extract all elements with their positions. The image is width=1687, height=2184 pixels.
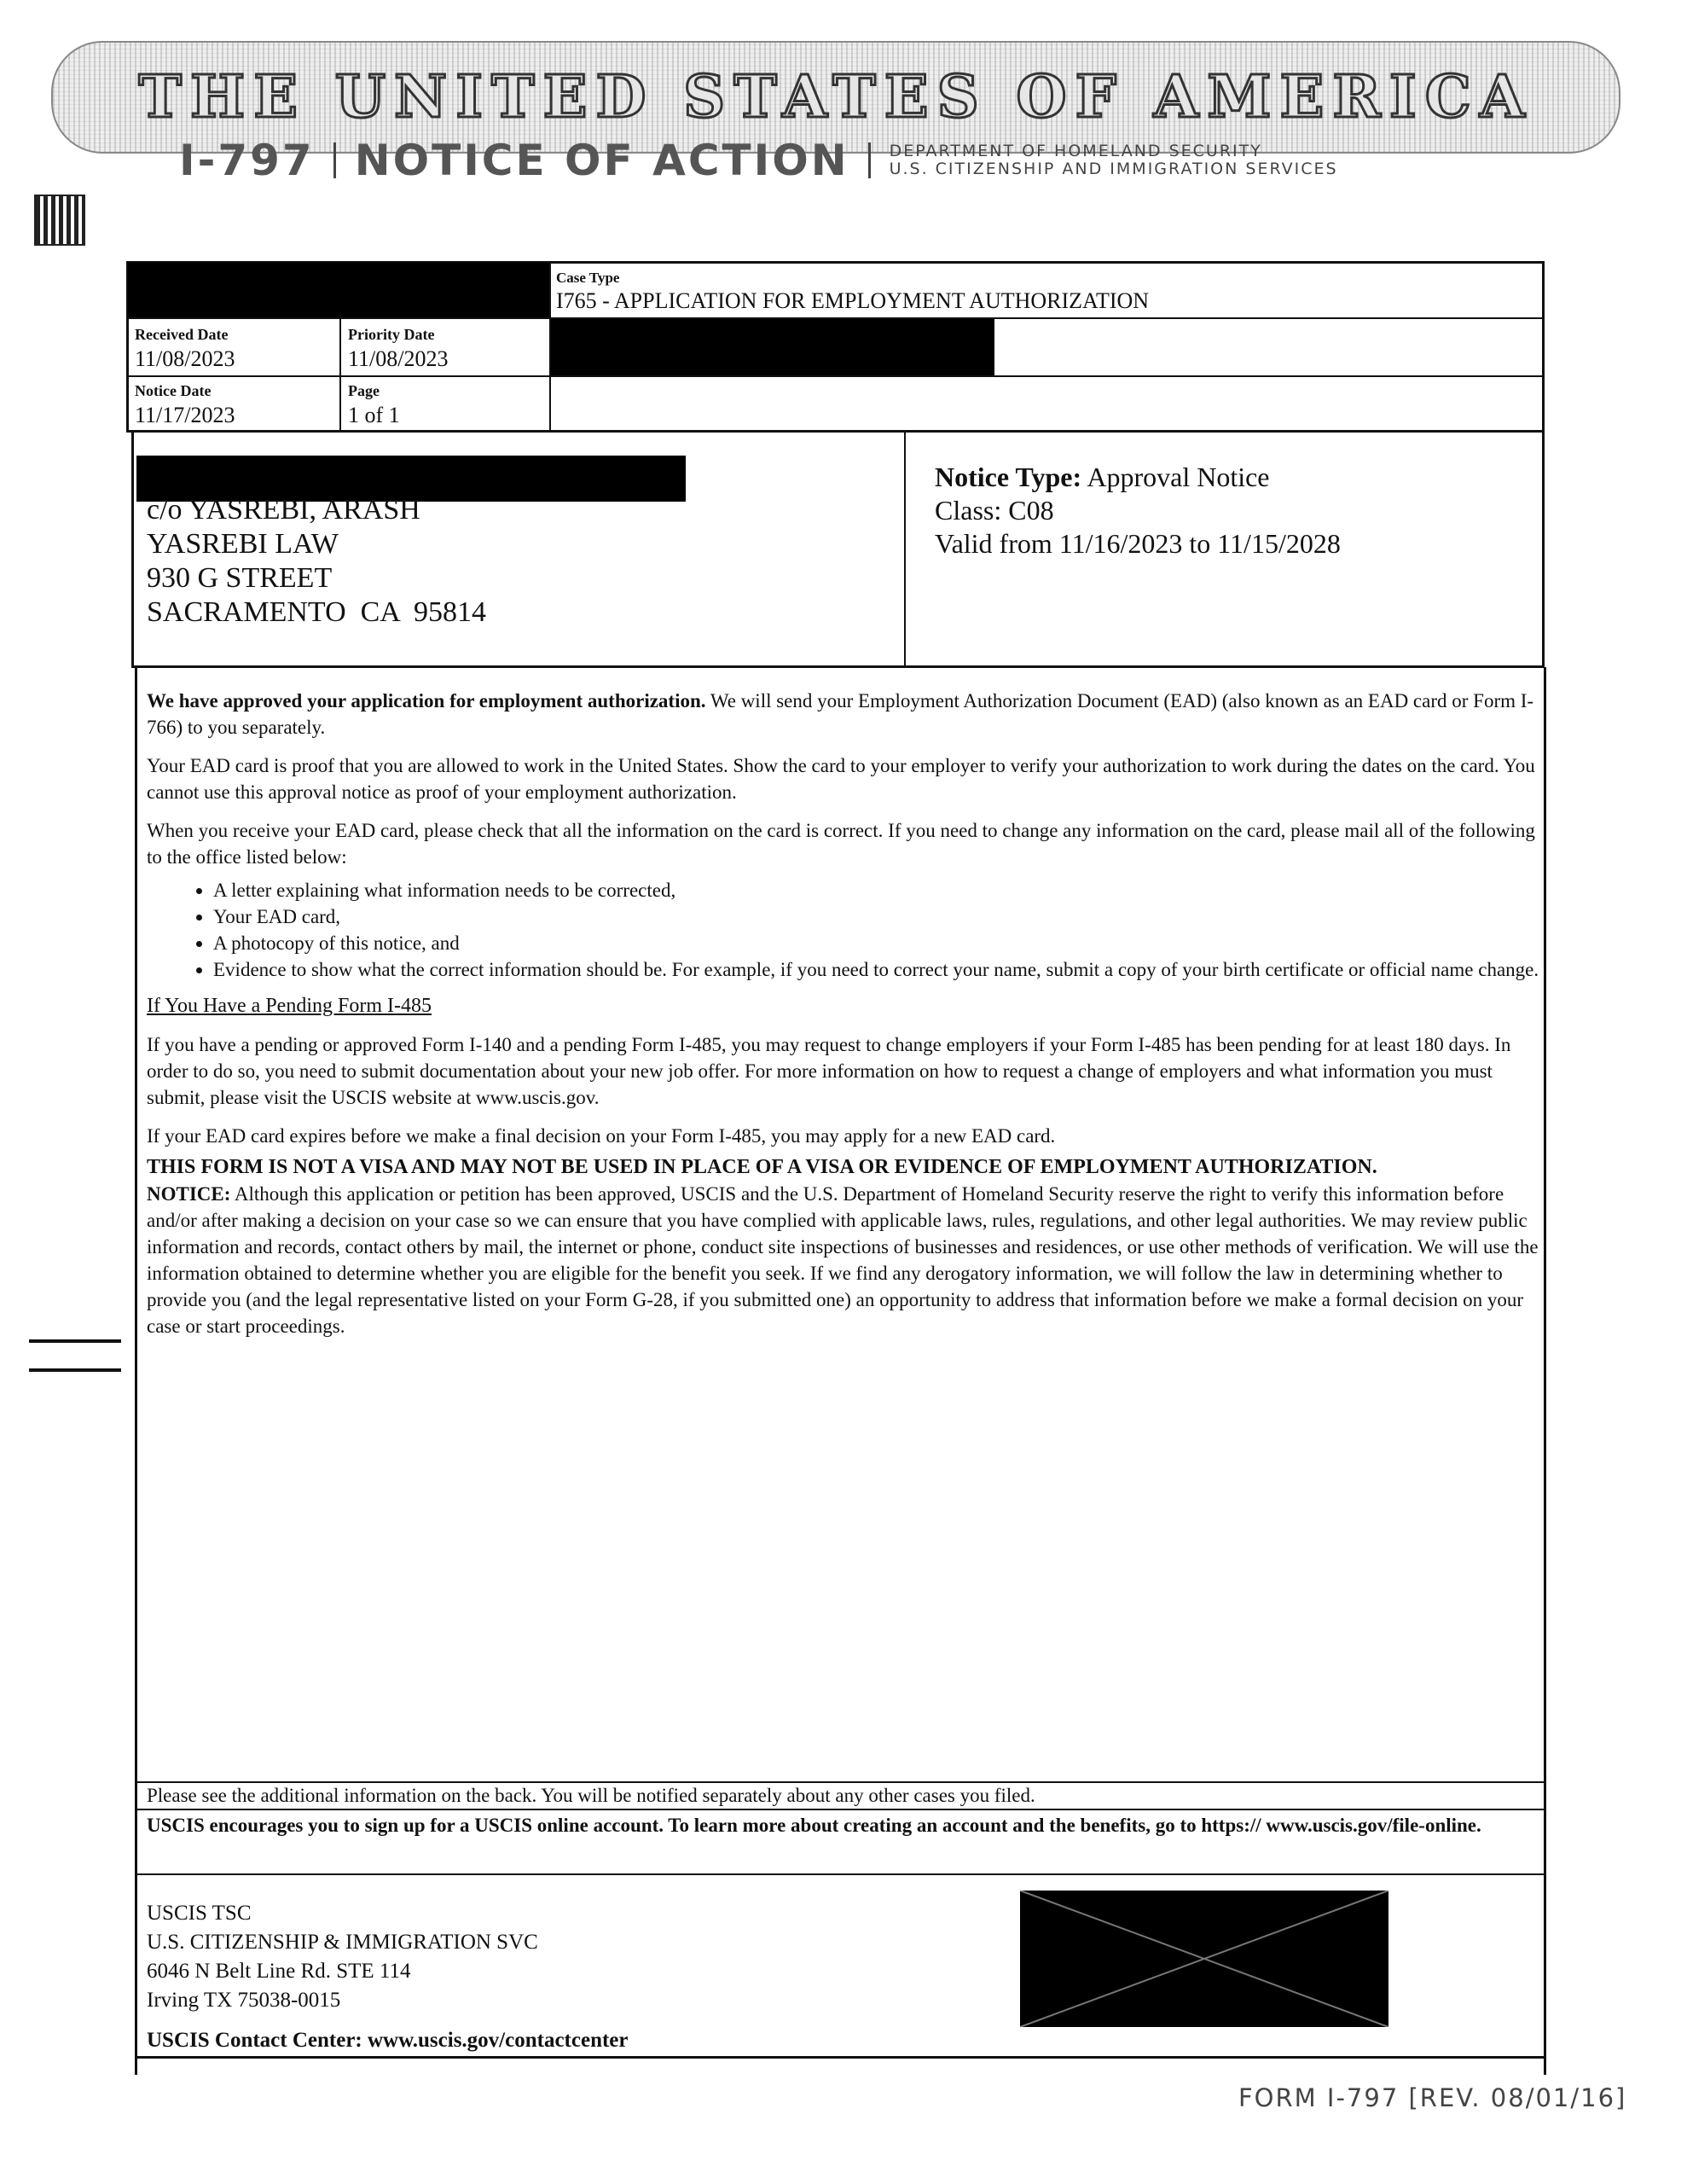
address-line: SACRAMENTO CA 95814 [147, 596, 486, 628]
address-line: YASREBI LAW [147, 528, 339, 560]
contact-center: USCIS Contact Center: www.uscis.gov/contactcenter [147, 2029, 629, 2052]
back-page-note: Please see the additional information on the back. You will be notified separately about any other cases you filed. [147, 1785, 1035, 1806]
notice-info [935, 461, 1341, 561]
form-name: NOTICE OF ACTION [354, 136, 849, 185]
banner-title: THE UNITED STATES OF AMERICA [138, 63, 1533, 131]
ead-proof-paragraph: Your EAD card is proof that you are allowed to work in the United States. Show the card to your employer to verify your authorization to work during the dates on the card. You cannot use this approval notice as proof of your employment authorization. [147, 755, 1535, 803]
priority-date-value: 11/08/2023 [348, 346, 449, 371]
redacted-receipt-number [128, 263, 549, 317]
agency-block [890, 142, 1338, 178]
case-type-label: Case Type [556, 270, 620, 286]
mailing-address [147, 493, 486, 630]
online-account-note: USCIS encourages you to sign up for a USCIS online account. To learn more about creating an account and the benefits, go to https:// www.uscis.gov/file-online. [147, 1815, 1481, 1836]
divider [549, 375, 1544, 377]
header-separator [333, 142, 336, 178]
divider [131, 665, 1545, 668]
divider [131, 432, 134, 667]
margin-mark [29, 1339, 121, 1343]
page-label: Page [348, 382, 380, 399]
approval-statement: We have approved your application for employment authorization. [147, 690, 706, 712]
divider [904, 432, 906, 667]
correction-list [147, 877, 1545, 983]
address-line: 930 G STREET [147, 562, 333, 594]
pending-i485-heading: If You Have a Pending Form I-485 [147, 995, 432, 1017]
divider [135, 2056, 1546, 2059]
form-id: I-797 [179, 136, 315, 185]
approval-detail: We will send your Employment Authorization Document (EAD) (also known as an EAD card or Form I-766) to you separately. [147, 690, 1534, 738]
change-employer-paragraph: If you have a pending or approved Form I-140 and a pending Form I-485, you may request to change employers if your Form I-485 has been pending for at least 180 days. In order to do so, you need to submit documentation about your new job offer. For more information on how to request a change of employers and what information you must submit, please visit the USCIS website at www.uscis.gov. [147, 1034, 1511, 1108]
notice-date-label: Notice Date [135, 382, 212, 399]
agency-name: U.S. CITIZENSHIP AND IMMIGRATION SERVICES [889, 160, 1338, 178]
address-line: c/o YASREBI, ARASH [147, 494, 420, 526]
divider [1542, 432, 1545, 667]
margin-mark [29, 1368, 121, 1372]
redacted-beneficiary [551, 319, 994, 375]
notice-type-value: Approval Notice [1087, 462, 1270, 492]
notice-label: NOTICE: [147, 1183, 231, 1205]
divider [135, 667, 137, 2075]
office-address [147, 1899, 538, 2015]
page-value: 1 of 1 [348, 403, 400, 427]
divider [135, 1873, 1546, 1875]
list-item: • A photocopy of this notice, and [213, 930, 1545, 956]
list-item: • A letter explaining what information needs to be corrected, [213, 877, 1545, 903]
notice-validity: Valid from 11/16/2023 to 11/15/2028 [935, 528, 1341, 559]
office-line: U.S. CITIZENSHIP & IMMIGRATION SVC [147, 1931, 538, 1954]
redaction-cross-icon [1020, 1891, 1388, 2027]
department-name: DEPARTMENT OF HOMELAND SECURITY [889, 142, 1262, 160]
form-revision: FORM I-797 [REV. 08/01/16] [1238, 2083, 1627, 2112]
not-a-visa-warning: THIS FORM IS NOT A VISA AND MAY NOT BE USED IN PLACE OF A VISA OR EVIDENCE OF EMPLOYMENT AUTHORIZATION. [147, 1156, 1377, 1178]
header-separator-2 [868, 142, 871, 178]
office-line: 6046 N Belt Line Rd. STE 114 [147, 1960, 411, 1983]
case-type-value: I765 - APPLICATION FOR EMPLOYMENT AUTHORIZATION [556, 288, 1150, 313]
list-item: • Evidence to show what the correct information should be. For example, if you need to correct your name, submit a copy of your birth certificate or official name change. [213, 956, 1545, 983]
notice-class: Class: C08 [935, 495, 1054, 526]
divider [135, 1781, 1546, 1783]
form-header [179, 135, 1338, 186]
received-date-label: Received Date [135, 326, 229, 343]
divider [1542, 261, 1545, 432]
received-date-value: 11/08/2023 [135, 346, 235, 371]
list-item: • Your EAD card, [213, 903, 1545, 930]
office-line: USCIS TSC [147, 1902, 252, 1925]
priority-date-label: Priority Date [348, 326, 435, 343]
barcode-icon [34, 195, 85, 246]
divider [339, 317, 341, 432]
office-line: Irving TX 75038-0015 [147, 1989, 341, 2012]
verification-notice: Although this application or petition has been approved, USCIS and the U.S. Department of Homeland Security reserve the right to verify this information before and/or after making a decision on your case so we can ensure that you have complied with applicable laws, rules, regulations, and other legal authorities. We may review public information and records, contact others by mail, the internet or phone, conduct site inspections of businesses and residences, or use other methods of verification. We will use the information obtained to determine whether you are eligible for the benefit you seek. If we find any derogatory information, we will follow the law in determining whether to provide you (and the legal representative listed on your Form G-28, if you submitted one) an opportunity to address that information before we make a formal decision on your case or start proceedings. [147, 1183, 1539, 1337]
correction-paragraph: When you receive your EAD card, please check that all the information on the card is correct. If you need to change any information on the card, please mail all of the following to the office listed below: [147, 820, 1535, 868]
notice-date-value: 11/17/2023 [135, 403, 235, 427]
divider [126, 375, 549, 377]
divider [135, 1809, 1546, 1810]
notice-type-label: Notice Type: [935, 462, 1082, 492]
ead-expiry-paragraph: If your EAD card expires before we make a final decision on your Form I-485, you may apply for a new EAD card. [147, 1125, 1056, 1147]
notice-body [147, 688, 1545, 1339]
redacted-barcode [1020, 1891, 1388, 2027]
